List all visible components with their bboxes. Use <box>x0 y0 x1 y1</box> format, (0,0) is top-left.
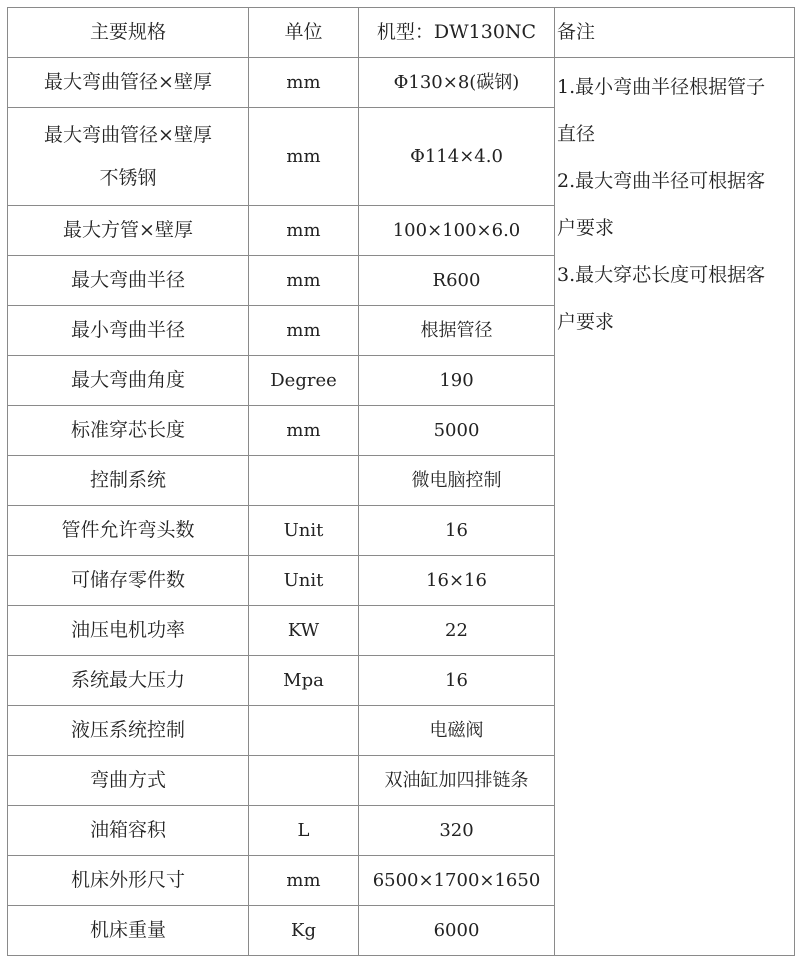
row-value: 190 <box>359 356 555 406</box>
row-param: 最小弯曲半径 <box>8 306 249 356</box>
row-value: 微电脑控制 <box>359 456 555 506</box>
row-param: 机床重量 <box>8 906 249 956</box>
header-model: 机型：DW130NC <box>359 8 555 58</box>
row-value: 16×16 <box>359 556 555 606</box>
row-unit: mm <box>249 306 359 356</box>
row-unit: Mpa <box>249 656 359 706</box>
header-unit: 单位 <box>249 8 359 58</box>
remark-line: 2.最大弯曲半径可根据客 <box>557 170 766 192</box>
row-value: 6500×1700×1650 <box>359 856 555 906</box>
row-unit: Unit <box>249 506 359 556</box>
header-remark: 备注 <box>555 8 795 58</box>
row-value: 320 <box>359 806 555 856</box>
remarks-cell <box>555 58 795 956</box>
remark-line: 1.最小弯曲半径根据管子 <box>557 76 766 98</box>
row-unit: Unit <box>249 556 359 606</box>
row-unit: KW <box>249 606 359 656</box>
spec-table <box>7 7 795 956</box>
row-param: 液压系统控制 <box>8 706 249 756</box>
row-param: 可储存零件数 <box>8 556 249 606</box>
row-unit <box>249 706 359 756</box>
row-unit: Kg <box>249 906 359 956</box>
row-value: Φ130×8(碳钢) <box>359 58 555 108</box>
row-param: 油压电机功率 <box>8 606 249 656</box>
row-param: 管件允许弯头数 <box>8 506 249 556</box>
row-value: Φ114×4.0 <box>359 108 555 206</box>
row-param: 控制系统 <box>8 456 249 506</box>
row-param: 机床外形尺寸 <box>8 856 249 906</box>
row-param-line1: 最大弯曲管径×壁厚 <box>44 123 212 146</box>
row-unit: mm <box>249 256 359 306</box>
row-param: 弯曲方式 <box>8 756 249 806</box>
remark-line: 直径 <box>557 123 596 145</box>
row-value: 6000 <box>359 906 555 956</box>
row-value: 22 <box>359 606 555 656</box>
spec-table-container <box>7 7 795 956</box>
row-unit: L <box>249 806 359 856</box>
row-value: 16 <box>359 506 555 556</box>
table-row <box>8 58 795 108</box>
row-value: 根据管径 <box>359 306 555 356</box>
row-param: 最大弯曲角度 <box>8 356 249 406</box>
header-param: 主要规格 <box>8 8 249 58</box>
row-param: 最大弯曲管径×壁厚 <box>8 58 249 108</box>
header-row <box>8 8 795 58</box>
row-value: 双油缸加四排链条 <box>359 756 555 806</box>
row-param: 标准穿芯长度 <box>8 406 249 456</box>
row-unit: mm <box>249 58 359 108</box>
row-param: 油箱容积 <box>8 806 249 856</box>
row-value: 5000 <box>359 406 555 456</box>
row-param: 最大方管×壁厚 <box>8 206 249 256</box>
row-param: 最大弯曲半径 <box>8 256 249 306</box>
row-unit: mm <box>249 856 359 906</box>
row-param: 系统最大压力 <box>8 656 249 706</box>
row-value: R600 <box>359 256 555 306</box>
row-value: 16 <box>359 656 555 706</box>
row-unit: mm <box>249 108 359 206</box>
row-unit: Degree <box>249 356 359 406</box>
row-unit: mm <box>249 206 359 256</box>
row-unit <box>249 756 359 806</box>
remark-line: 3.最大穿芯长度可根据客 <box>557 264 766 286</box>
remark-line: 户要求 <box>557 217 615 239</box>
remark-line: 户要求 <box>557 311 615 333</box>
row-param-line2: 不锈钢 <box>99 166 157 189</box>
row-value: 电磁阀 <box>359 706 555 756</box>
row-unit: mm <box>249 406 359 456</box>
row-unit <box>249 456 359 506</box>
row-value: 100×100×6.0 <box>359 206 555 256</box>
row-param <box>8 108 249 206</box>
